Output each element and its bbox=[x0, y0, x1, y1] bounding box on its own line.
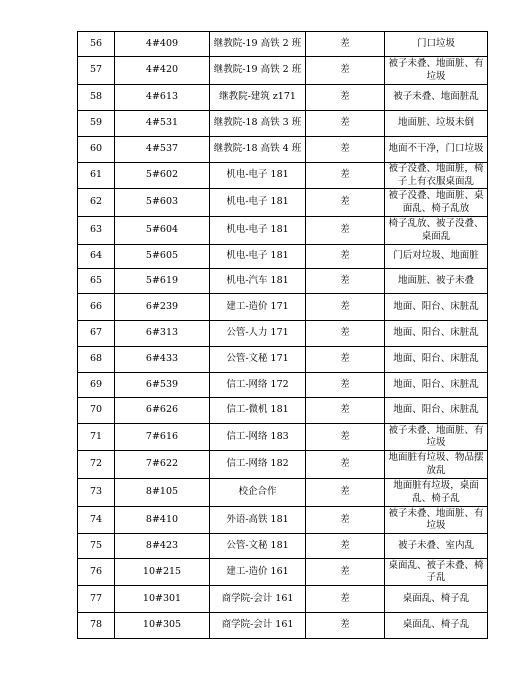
row-number-cell: 67 bbox=[78, 321, 115, 347]
table-row bbox=[78, 398, 488, 424]
row-number-cell: 58 bbox=[78, 85, 115, 111]
row-number-cell: 73 bbox=[78, 479, 115, 507]
grade-cell: 差 bbox=[306, 321, 385, 347]
table-row bbox=[78, 586, 488, 613]
issue-description-cell: 被子未叠、地面脏、有垃圾 bbox=[385, 507, 488, 534]
table-row bbox=[78, 294, 488, 321]
row-number-cell: 72 bbox=[78, 451, 115, 479]
dorm-inspection-table bbox=[77, 31, 488, 639]
class-name-cell: 建工-造价 161 bbox=[210, 559, 306, 586]
issue-description-cell: 地面、阳台、床脏乱 bbox=[385, 347, 488, 373]
grade-cell: 差 bbox=[306, 294, 385, 321]
grade-cell: 差 bbox=[306, 507, 385, 534]
issue-description-cell: 地面、阳台、床脏乱 bbox=[385, 373, 488, 398]
issue-description-cell: 被子未叠、地面脏、有垃圾 bbox=[385, 424, 488, 451]
table-row bbox=[78, 269, 488, 294]
grade-cell: 差 bbox=[306, 373, 385, 398]
dorm-room-cell: 6#433 bbox=[115, 347, 210, 373]
issue-description-cell: 地面脏、垃圾未倒 bbox=[385, 111, 488, 137]
issue-description-cell: 被子没叠、地面脏，椅子上有衣服桌面乱 bbox=[385, 163, 488, 189]
class-name-cell: 机电-电子 181 bbox=[210, 163, 306, 189]
issue-description-cell: 被子没叠、地面脏、桌面乱、椅子乱放 bbox=[385, 189, 488, 217]
issue-description-cell: 被子未叠、地面脏、有垃圾 bbox=[385, 57, 488, 85]
issue-description-cell: 被子未叠、室内乱 bbox=[385, 534, 488, 559]
issue-description-cell: 桌面乱、椅子乱 bbox=[385, 586, 488, 613]
grade-cell: 差 bbox=[306, 163, 385, 189]
issue-description-cell: 门口垃圾 bbox=[385, 32, 488, 57]
class-name-cell: 公管-文秘 171 bbox=[210, 347, 306, 373]
table-row bbox=[78, 85, 488, 111]
grade-cell: 差 bbox=[306, 245, 385, 269]
grade-cell: 差 bbox=[306, 534, 385, 559]
class-name-cell: 机电-汽车 181 bbox=[210, 269, 306, 294]
dorm-room-cell: 4#531 bbox=[115, 111, 210, 137]
issue-description-cell: 地面脏有垃圾、物品摆放乱 bbox=[385, 451, 488, 479]
grade-cell: 差 bbox=[306, 586, 385, 613]
table-row bbox=[78, 559, 488, 586]
row-number-cell: 57 bbox=[78, 57, 115, 85]
row-number-cell: 69 bbox=[78, 373, 115, 398]
dorm-room-cell: 6#539 bbox=[115, 373, 210, 398]
table-row bbox=[78, 189, 488, 217]
dorm-room-cell: 4#420 bbox=[115, 57, 210, 85]
dorm-room-cell: 8#423 bbox=[115, 534, 210, 559]
table-row bbox=[78, 479, 488, 507]
issue-description-cell: 椅子乱放、被子没叠、桌面乱 bbox=[385, 217, 488, 245]
row-number-cell: 65 bbox=[78, 269, 115, 294]
grade-cell: 差 bbox=[306, 57, 385, 85]
row-number-cell: 61 bbox=[78, 163, 115, 189]
dorm-room-cell: 6#313 bbox=[115, 321, 210, 347]
grade-cell: 差 bbox=[306, 189, 385, 217]
dorm-room-cell: 5#619 bbox=[115, 269, 210, 294]
dorm-room-cell: 10#215 bbox=[115, 559, 210, 586]
row-number-cell: 74 bbox=[78, 507, 115, 534]
table-row bbox=[78, 57, 488, 85]
grade-cell: 差 bbox=[306, 85, 385, 111]
dorm-room-cell: 5#605 bbox=[115, 245, 210, 269]
dorm-room-cell: 5#602 bbox=[115, 163, 210, 189]
issue-description-cell: 桌面乱、被子未叠、椅子乱 bbox=[385, 559, 488, 586]
class-name-cell: 外语-高铁 181 bbox=[210, 507, 306, 534]
issue-description-cell: 门后对垃圾、地面脏 bbox=[385, 245, 488, 269]
row-number-cell: 75 bbox=[78, 534, 115, 559]
dorm-room-cell: 10#301 bbox=[115, 586, 210, 613]
dorm-room-cell: 7#622 bbox=[115, 451, 210, 479]
dorm-room-cell: 5#604 bbox=[115, 217, 210, 245]
dorm-room-cell: 6#626 bbox=[115, 398, 210, 424]
row-number-cell: 62 bbox=[78, 189, 115, 217]
class-name-cell: 商学院-会计 161 bbox=[210, 613, 306, 639]
row-number-cell: 70 bbox=[78, 398, 115, 424]
grade-cell: 差 bbox=[306, 613, 385, 639]
table-row bbox=[78, 163, 488, 189]
table-row bbox=[78, 424, 488, 451]
row-number-cell: 76 bbox=[78, 559, 115, 586]
table-row bbox=[78, 373, 488, 398]
grade-cell: 差 bbox=[306, 424, 385, 451]
table-body bbox=[78, 32, 488, 639]
table-row bbox=[78, 451, 488, 479]
row-number-cell: 64 bbox=[78, 245, 115, 269]
class-name-cell: 信工-网络 172 bbox=[210, 373, 306, 398]
grade-cell: 差 bbox=[306, 137, 385, 163]
row-number-cell: 78 bbox=[78, 613, 115, 639]
issue-description-cell: 被子未叠、地面脏乱 bbox=[385, 85, 488, 111]
class-name-cell: 校企合作 bbox=[210, 479, 306, 507]
table-row bbox=[78, 507, 488, 534]
issue-description-cell: 地面不干净，门口垃圾 bbox=[385, 137, 488, 163]
issue-description-cell: 地面、阳台、床脏乱 bbox=[385, 294, 488, 321]
class-name-cell: 机电-电子 181 bbox=[210, 245, 306, 269]
class-name-cell: 继教院-19 高铁 2 班 bbox=[210, 32, 306, 57]
dorm-room-cell: 8#105 bbox=[115, 479, 210, 507]
class-name-cell: 公管-文秘 181 bbox=[210, 534, 306, 559]
dorm-room-cell: 6#239 bbox=[115, 294, 210, 321]
row-number-cell: 71 bbox=[78, 424, 115, 451]
issue-description-cell: 桌面乱、椅子乱 bbox=[385, 613, 488, 639]
class-name-cell: 信工-微机 181 bbox=[210, 398, 306, 424]
class-name-cell: 继教院-18 高铁 3 班 bbox=[210, 111, 306, 137]
table-row bbox=[78, 613, 488, 639]
grade-cell: 差 bbox=[306, 217, 385, 245]
table-row bbox=[78, 534, 488, 559]
table-row bbox=[78, 321, 488, 347]
issue-description-cell: 地面脏有垃圾，桌面乱、椅子乱 bbox=[385, 479, 488, 507]
row-number-cell: 68 bbox=[78, 347, 115, 373]
table-row bbox=[78, 245, 488, 269]
dorm-room-cell: 5#603 bbox=[115, 189, 210, 217]
class-name-cell: 机电-电子 181 bbox=[210, 217, 306, 245]
class-name-cell: 继教院-18 高铁 4 班 bbox=[210, 137, 306, 163]
table-row bbox=[78, 137, 488, 163]
dorm-room-cell: 4#409 bbox=[115, 32, 210, 57]
dorm-room-cell: 4#613 bbox=[115, 85, 210, 111]
class-name-cell: 信工-网络 183 bbox=[210, 424, 306, 451]
dorm-room-cell: 8#410 bbox=[115, 507, 210, 534]
row-number-cell: 60 bbox=[78, 137, 115, 163]
grade-cell: 差 bbox=[306, 451, 385, 479]
class-name-cell: 商学院-会计 161 bbox=[210, 586, 306, 613]
class-name-cell: 继教院-19 高铁 2 班 bbox=[210, 57, 306, 85]
dorm-room-cell: 7#616 bbox=[115, 424, 210, 451]
grade-cell: 差 bbox=[306, 479, 385, 507]
class-name-cell: 建工-造价 171 bbox=[210, 294, 306, 321]
row-number-cell: 63 bbox=[78, 217, 115, 245]
grade-cell: 差 bbox=[306, 269, 385, 294]
row-number-cell: 59 bbox=[78, 111, 115, 137]
class-name-cell: 继教院-建筑 z171 bbox=[210, 85, 306, 111]
grade-cell: 差 bbox=[306, 111, 385, 137]
row-number-cell: 77 bbox=[78, 586, 115, 613]
grade-cell: 差 bbox=[306, 398, 385, 424]
grade-cell: 差 bbox=[306, 559, 385, 586]
grade-cell: 差 bbox=[306, 347, 385, 373]
dorm-room-cell: 10#305 bbox=[115, 613, 210, 639]
grade-cell: 差 bbox=[306, 32, 385, 57]
row-number-cell: 66 bbox=[78, 294, 115, 321]
class-name-cell: 信工-网络 182 bbox=[210, 451, 306, 479]
table-row bbox=[78, 217, 488, 245]
issue-description-cell: 地面、阳台、床脏乱 bbox=[385, 398, 488, 424]
class-name-cell: 机电-电子 181 bbox=[210, 189, 306, 217]
table-row bbox=[78, 347, 488, 373]
issue-description-cell: 地面脏、被子未叠 bbox=[385, 269, 488, 294]
dorm-room-cell: 4#537 bbox=[115, 137, 210, 163]
row-number-cell: 56 bbox=[78, 32, 115, 57]
table-row bbox=[78, 32, 488, 57]
issue-description-cell: 地面、阳台、床脏乱 bbox=[385, 321, 488, 347]
table-row bbox=[78, 111, 488, 137]
class-name-cell: 公管-人力 171 bbox=[210, 321, 306, 347]
